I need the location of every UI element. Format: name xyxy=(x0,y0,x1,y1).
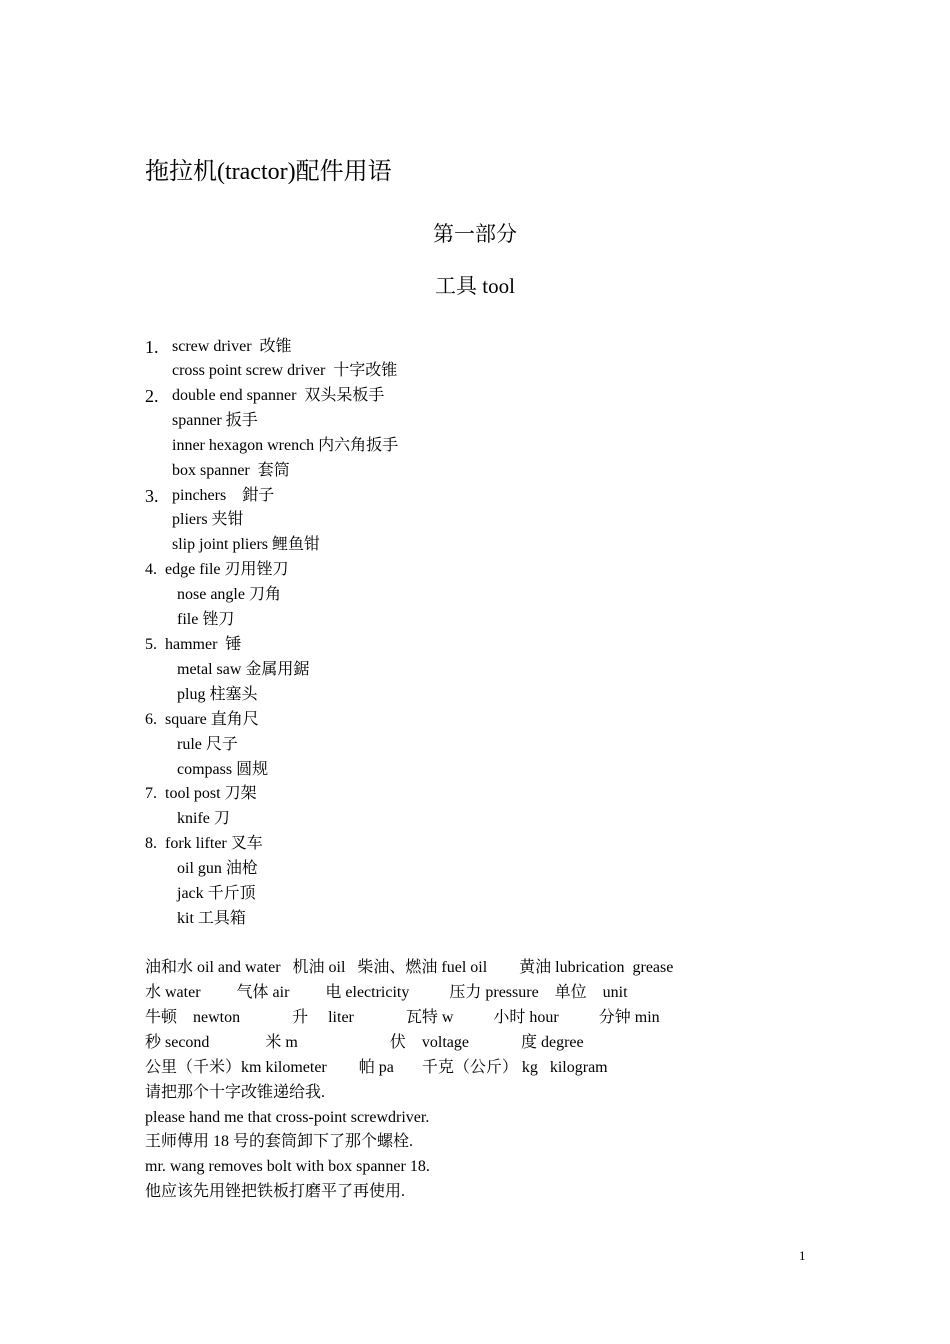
list-item: nose angle 刀角 xyxy=(177,586,281,603)
list-item: inner hexagon wrench 内六角扳手 xyxy=(172,437,399,454)
vocab-line: 公里（千米）km kilometer 帕 pa 千克（公斤） kg kilogram xyxy=(145,1059,608,1076)
list-item: pinchers 鉗子 xyxy=(172,487,275,504)
list-item: box spanner 套筒 xyxy=(172,462,290,479)
list-item: kit 工具箱 xyxy=(177,910,246,927)
sentence-line: 请把那个十字改锥递给我. xyxy=(145,1084,326,1101)
list-item: slip joint pliers 鲤鱼钳 xyxy=(172,536,321,553)
section-heading: 工具 tool xyxy=(435,274,515,298)
list-item: compass 圆规 xyxy=(177,761,269,778)
sentence-line: mr. wang removes bolt with box spanner 18. xyxy=(145,1158,430,1175)
list-item: cross point screw driver 十字改锥 xyxy=(172,362,398,379)
list-item: 5. hammer 锤 xyxy=(145,636,242,653)
list-item: knife 刀 xyxy=(177,810,230,827)
list-item: file 锉刀 xyxy=(177,611,235,628)
list-item-number: 2. xyxy=(145,386,159,406)
list-item: double end spanner 双头呆板手 xyxy=(172,387,385,404)
page-number: 1 xyxy=(799,1248,806,1263)
document-title: 拖拉机(tractor)配件用语 xyxy=(145,159,392,185)
list-item: oil gun 油枪 xyxy=(177,860,258,877)
list-item: 4. edge file 刃用锉刀 xyxy=(145,561,289,578)
list-item: metal saw 金属用鋸 xyxy=(177,661,310,678)
vocab-line: 水 water 气体 air 电 electricity 压力 pressure 单位 unit xyxy=(145,984,628,1001)
vocab-line: 秒 second 米 m 伏 voltage 度 degree xyxy=(145,1034,584,1051)
vocab-line: 牛顿 newton 升 liter 瓦特 w 小时 hour 分钟 min xyxy=(145,1009,660,1026)
list-item: 8. fork lifter 叉车 xyxy=(145,835,263,852)
part-heading: 第一部分 xyxy=(433,222,517,246)
list-item-number: 3. xyxy=(145,486,159,506)
sentence-line: 他应该先用锉把铁板打磨平了再使用. xyxy=(145,1183,406,1200)
sentence-line: 王师傅用 18 号的套筒卸下了那个螺栓. xyxy=(145,1133,414,1150)
list-item: rule 尺子 xyxy=(177,736,238,753)
list-item: 7. tool post 刀架 xyxy=(145,785,257,802)
list-item: jack 千斤顶 xyxy=(177,885,256,902)
vocab-line: 油和水 oil and water 机油 oil 柴油、燃油 fuel oil 黄油 lubrication grease xyxy=(145,959,674,976)
list-item: screw driver 改锥 xyxy=(172,338,292,355)
list-item: pliers 夹钳 xyxy=(172,511,244,528)
list-item: spanner 扳手 xyxy=(172,412,258,429)
sentence-line: please hand me that cross-point screwdriver. xyxy=(145,1109,430,1126)
list-item: plug 柱塞头 xyxy=(177,686,258,703)
list-item-number: 1. xyxy=(145,337,159,357)
list-item: 6. square 直角尺 xyxy=(145,711,259,728)
